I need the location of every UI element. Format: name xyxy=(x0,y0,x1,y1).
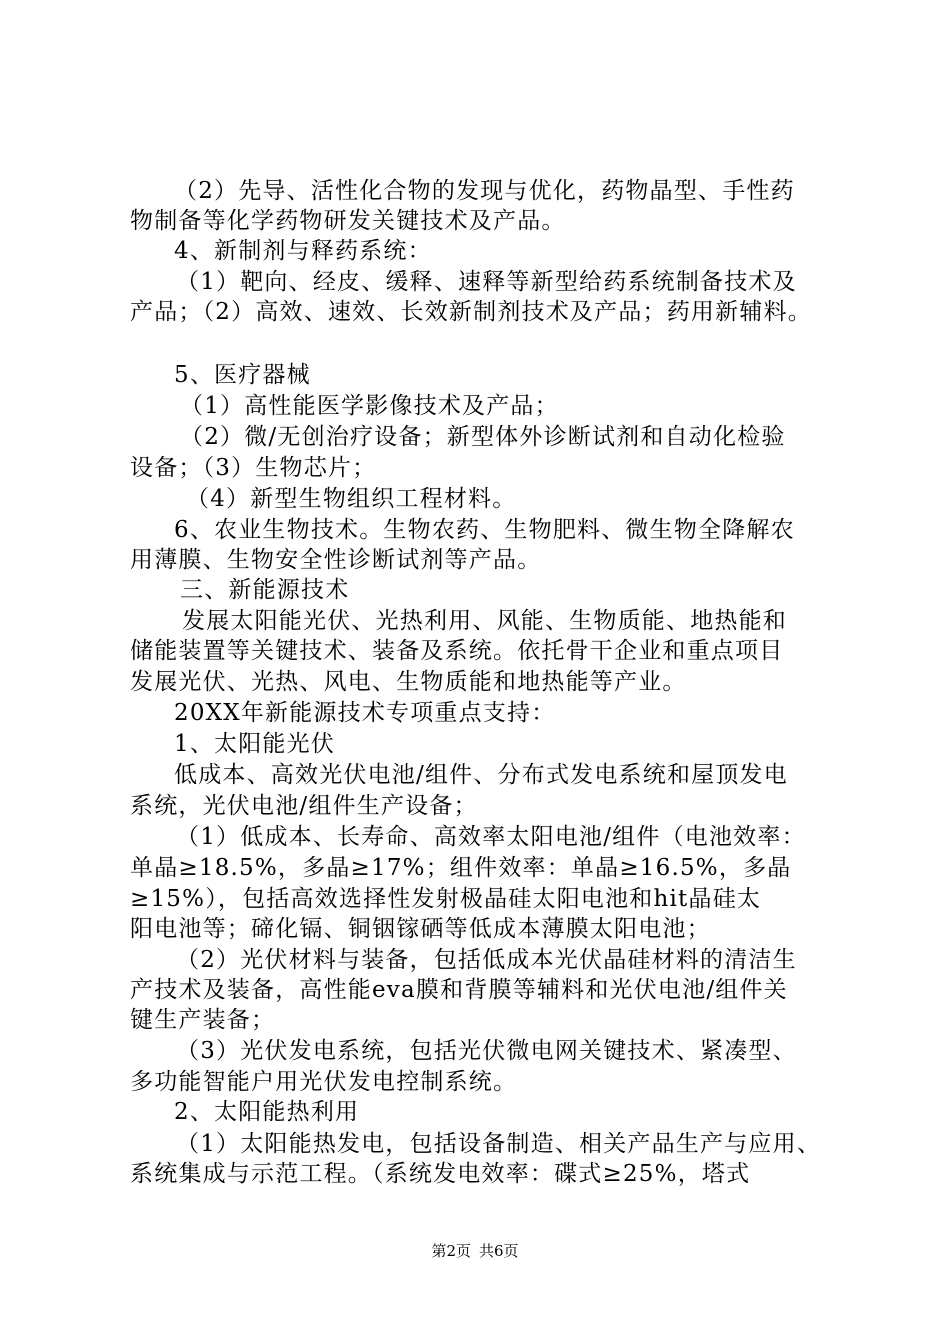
text-line: （1）靶向、经皮、缓释、速释等新型给药系统制备技术及 xyxy=(176,269,797,295)
text-line: （1）太阳能热发电，包括设备制造、相关产品生产与应用、 xyxy=(176,1131,822,1157)
text-line: 物制备等化学药物研发关键技术及产品。 xyxy=(130,208,566,234)
text-line: 单晶≥18.5%，多晶≥17%；组件效率：单晶≥16.5%，多晶 xyxy=(130,855,792,881)
text-line: （4）新型生物组织工程材料。 xyxy=(186,486,517,512)
text-line: ≥15%），包括高效选择性发射极晶硅太阳电池和hit晶硅太 xyxy=(130,886,762,912)
section-heading: 三、新能源技术 xyxy=(180,577,350,603)
text-line: 4、新制剂与释药系统： xyxy=(174,238,432,264)
page-total: 共6页 xyxy=(479,1242,519,1260)
text-line: 系统集成与示范工程。（系统发电效率：碟式≥25%，塔式 xyxy=(130,1161,751,1187)
text-line: 系统，光伏电池/组件生产设备； xyxy=(130,793,478,819)
text-line: 20XX年新能源技术专项重点支持： xyxy=(174,700,556,726)
text-line: （2）微/无创治疗设备；新型体外诊断试剂和自动化检验 xyxy=(180,424,786,450)
text-line: 6、农业生物技术。生物农药、生物肥料、微生物全降解农 xyxy=(174,517,795,543)
text-line: 低成本、高效光伏电池/组件、分布式发电系统和屋顶发电 xyxy=(174,762,788,788)
text-line: 用薄膜、生物安全性诊断试剂等产品。 xyxy=(130,547,542,573)
page-footer xyxy=(0,1241,950,1261)
section-heading: 2、太阳能热利用 xyxy=(174,1099,360,1125)
text-line: 产技术及装备，高性能eva膜和背膜等辅料和光伏电池/组件关 xyxy=(130,977,788,1003)
text-line: （2）先导、活性化合物的发现与优化，药物晶型、手性药 xyxy=(174,178,795,204)
section-heading: 1、太阳能光伏 xyxy=(174,731,336,757)
text-line: 发展光伏、光热、风电、生物质能和地热能等产业。 xyxy=(130,669,687,695)
text-line: 键生产装备； xyxy=(130,1007,276,1033)
section-heading: 5、医疗器械 xyxy=(174,362,311,388)
text-line: 发展太阳能光伏、光热利用、风能、生物质能、地热能和 xyxy=(182,608,787,634)
text-line: （1）低成本、长寿命、高效率太阳电池/组件（电池效率： xyxy=(176,824,806,850)
text-line: 储能装置等关键技术、装备及系统。依托骨干企业和重点项目 xyxy=(130,638,784,664)
text-line: 阳电池等；碲化镉、铜铟镓硒等低成本薄膜太阳电池； xyxy=(130,916,711,942)
text-line: 设备；（3）生物芯片； xyxy=(130,455,377,481)
text-line: （1）高性能医学影像技术及产品； xyxy=(180,393,559,419)
text-line: 产品；（2）高效、速效、长效新制剂技术及产品；药用新辅料。 xyxy=(130,299,812,325)
text-line: （2）光伏材料与装备，包括低成本光伏晶硅材料的清洁生 xyxy=(176,947,797,973)
page-number: 第2页 xyxy=(431,1242,471,1260)
text-line: 多功能智能户用光伏发电控制系统。 xyxy=(130,1069,518,1095)
text-line: （3）光伏发电系统，包括光伏微电网关键技术、紧凑型、 xyxy=(176,1038,797,1064)
